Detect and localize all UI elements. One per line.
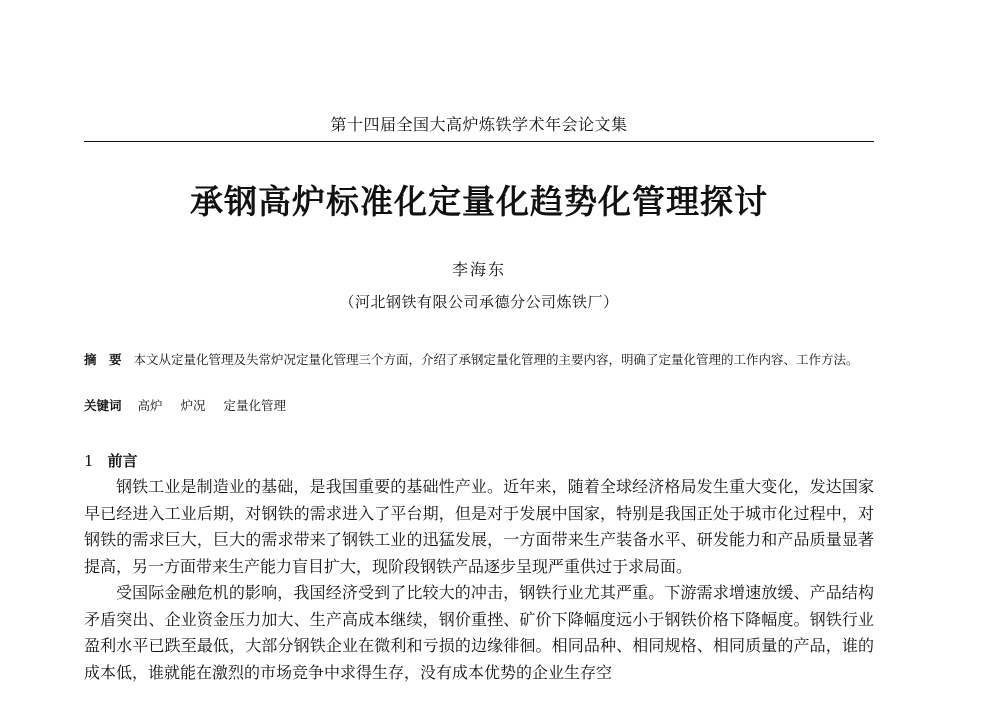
section-number: 1 [84, 452, 94, 470]
section-name: 前言 [107, 452, 138, 470]
author-name: 李海东 [451, 260, 506, 279]
body-paragraph: 钢铁工业是制造业的基础，是我国重要的基础性产业。近年来，随着全球经济格局发生重大变化，发达国家早已经进入工业后期，对钢铁的需求进入了平台期，但是对于发展中国家，特别是我国正处于城市化过程中，对钢铁的需求巨大，巨大的需求带来了钢铁工业的迅猛发展，一方面带来生产装备水平、研发能力和产品质量显著提高，另一方面带来生产能力盲目扩大，现阶段钢铁产品逐步呈现严重供过于求局面。 [84, 477, 874, 576]
header-rule [84, 141, 874, 142]
keyword: 炉况 [180, 398, 206, 413]
abstract-text: 本文从定量化管理及失常炉况定量化管理三个方面，介绍了承钢定量化管理的主要内容，明确了定量化管理的工作内容、工作方法。 [133, 352, 859, 367]
body-text [84, 474, 874, 686]
keywords-label: 关键词 [84, 398, 122, 413]
keywords [84, 396, 874, 416]
abstract [84, 348, 874, 371]
section-heading [84, 451, 138, 471]
keyword: 高炉 [137, 398, 163, 413]
running-header: 第十四届全国大高炉炼铁学术年会论文集 [330, 115, 628, 134]
paper-title: 承钢高炉标准化定量化趋势化管理探讨 [190, 182, 768, 221]
body-paragraph: 受国际金融危机的影响，我国经济受到了比较大的冲击，钢铁行业尤其严重。下游需求增速放缓、产品结构矛盾突出、企业资金压力加大、生产高成本继续，钢价重挫、矿价下降幅度远小于钢铁价格下降幅度。钢铁行业盈利水平已跌至最低，大部分钢铁企业在微利和亏损的边缘徘徊。相同品种、相同规格、相同质量的产品，谁的成本低，谁就能在激烈的市场竞争中求得生存，没有成本优势的企业生存空 [84, 583, 874, 682]
abstract-label: 摘 要 [84, 352, 122, 367]
author-affiliation: （河北钢铁有限公司承德分公司炼铁厂） [339, 293, 619, 311]
keyword: 定量化管理 [223, 398, 287, 413]
